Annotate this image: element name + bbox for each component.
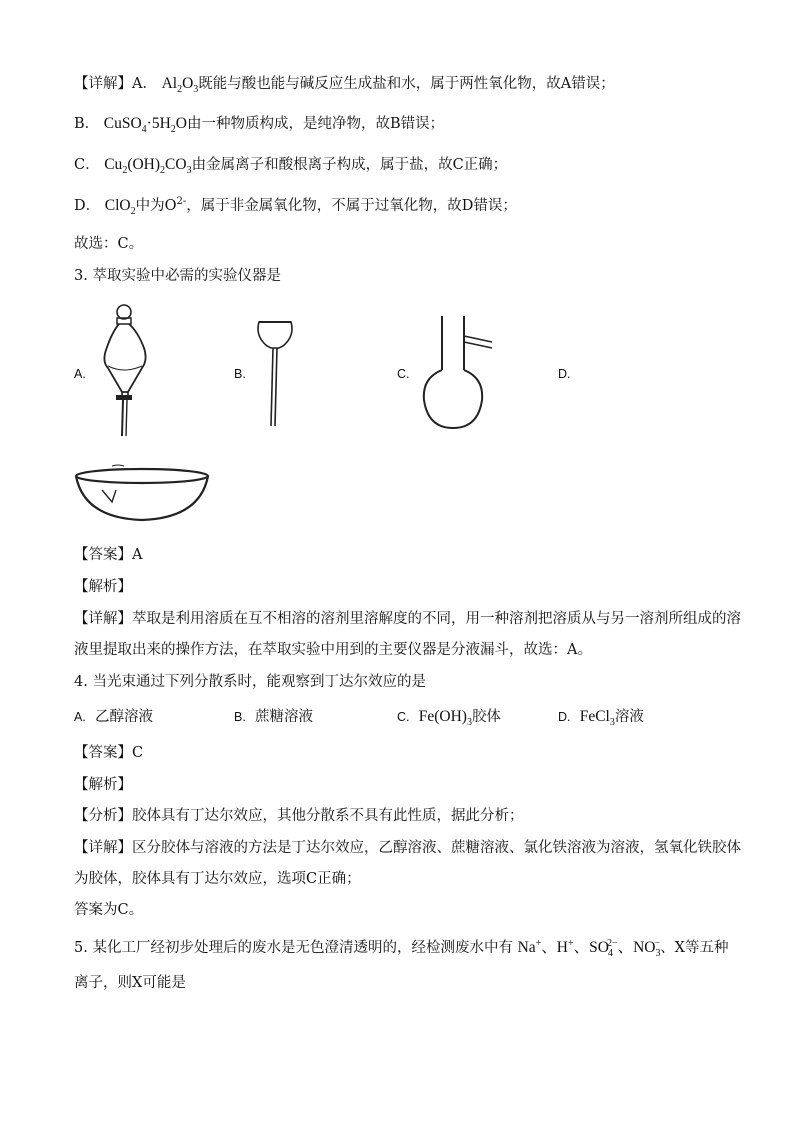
q4-option-d: [558, 707, 644, 727]
q4-detail-2: 为胶体，胶体具有丁达尔效应，选项C正确；: [74, 871, 361, 887]
detail-tag: 【详解】: [74, 611, 132, 627]
q4-option-c: [397, 707, 501, 727]
q3-option-b-label: B.: [234, 367, 246, 381]
q3-detail-1: [74, 609, 741, 629]
q4-option-a: [74, 707, 153, 727]
answer-tag: 【答案】: [74, 745, 132, 761]
q3-option-c-label: C.: [397, 367, 410, 381]
q3-option-a-label: A.: [74, 367, 86, 381]
chem-formula: $CuSO_4\cdot 5H_2O$: [103, 115, 187, 136]
line-text: 由金属离子和酸根离子构成，属于盐，故C正确；: [191, 157, 508, 173]
option-prefix: B．: [74, 116, 100, 132]
detail-text: 区分胶体与溶液的方法是丁达尔效应，乙醇溶液、蔗糖溶液、氯化铁溶液为溶液，氢氧化铁胶体: [132, 840, 741, 856]
option-prefix: A．: [132, 76, 157, 92]
q2-line-d: [74, 196, 517, 216]
chem-formula: $Cu_2(OH)_2CO_3$: [104, 156, 192, 177]
line-text: 既能与酸也能与碱反应生成盐和水，属于两性氧化物，故A错误；: [198, 76, 615, 92]
option-letter: A.: [74, 710, 86, 724]
evaporating-dish-icon: [72, 460, 214, 524]
option-letter: D.: [558, 710, 571, 724]
q5-stem-1: 5. 某化工厂经初步处理后的废水是无色澄清透明的，经检测废水中有 Na+、H+、$SO_4^{2-}$、$NO_3^-$、X等五种: [74, 937, 729, 960]
answer-value: C: [132, 745, 144, 761]
detail-text: 萃取是利用溶质在互不相溶的溶剂里溶解度的不同，用一种溶剂把溶质从与另一溶剂所组成的溶: [132, 611, 741, 627]
q4-detail-1: [74, 838, 741, 858]
q4-analysis: [74, 806, 524, 826]
q3-analysis-tag: 【解析】: [74, 579, 132, 595]
option-text: 蔗糖溶液: [255, 709, 314, 725]
separatory-funnel-icon: [100, 302, 162, 442]
funnel-icon: [255, 316, 301, 430]
q4-answer: [74, 743, 143, 763]
q2-line-a: [74, 74, 615, 94]
line-text: 中为$O^{2-}$，属于非金属氧化物，不属于过氧化物，故D错误；: [135, 196, 517, 214]
q3-option-d-label: D.: [558, 367, 571, 381]
q4-stem: 4. 当光束通过下列分散系时，能观察到丁达尔效应的是: [74, 674, 426, 690]
distillation-flask-icon: [420, 312, 496, 434]
option-prefix: C．: [74, 157, 100, 173]
answer-value: A: [132, 547, 143, 563]
q2-conclusion: 故选：C。: [74, 236, 144, 252]
line-text: 由一种物质构成，是纯净物，故B错误；: [186, 116, 445, 132]
chem-formula: $Al_2O_3$: [161, 75, 199, 96]
option-text: 乙醇溶液: [95, 709, 154, 725]
q5-stem-2: 离子，则X可能是: [74, 975, 186, 991]
detail-tag: 【详解】: [74, 76, 132, 92]
q4-conclusion: 答案为C。: [74, 902, 144, 918]
detail-tag: 【详解】: [74, 840, 132, 856]
chem-formula: ClO$_2$: [104, 197, 136, 218]
option-prefix: D．: [74, 198, 101, 214]
q3-stem: 3. 萃取实验中必需的实验仪器是: [74, 268, 281, 284]
option-letter: B.: [234, 710, 246, 724]
analysis-sub-tag: 【分析】: [74, 808, 132, 824]
q2-line-c: [74, 155, 507, 175]
analysis-text: 胶体具有丁达尔效应，其他分散系不具有此性质，据此分析；: [132, 808, 524, 824]
option-text: $Fe(OH)_3$胶体: [418, 708, 501, 729]
q4-analysis-tag: 【解析】: [74, 777, 132, 793]
q4-option-b: [234, 707, 313, 727]
option-letter: C.: [397, 710, 410, 724]
answer-tag: 【答案】: [74, 547, 132, 563]
option-text: FeCl$_3$溶液: [579, 708, 644, 729]
q3-detail-2: 液里提取出来的操作方法，在萃取实验中用到的主要仪器是分液漏斗，故选：A。: [74, 642, 592, 658]
q3-answer: [74, 545, 142, 565]
q2-line-b: [74, 114, 444, 134]
